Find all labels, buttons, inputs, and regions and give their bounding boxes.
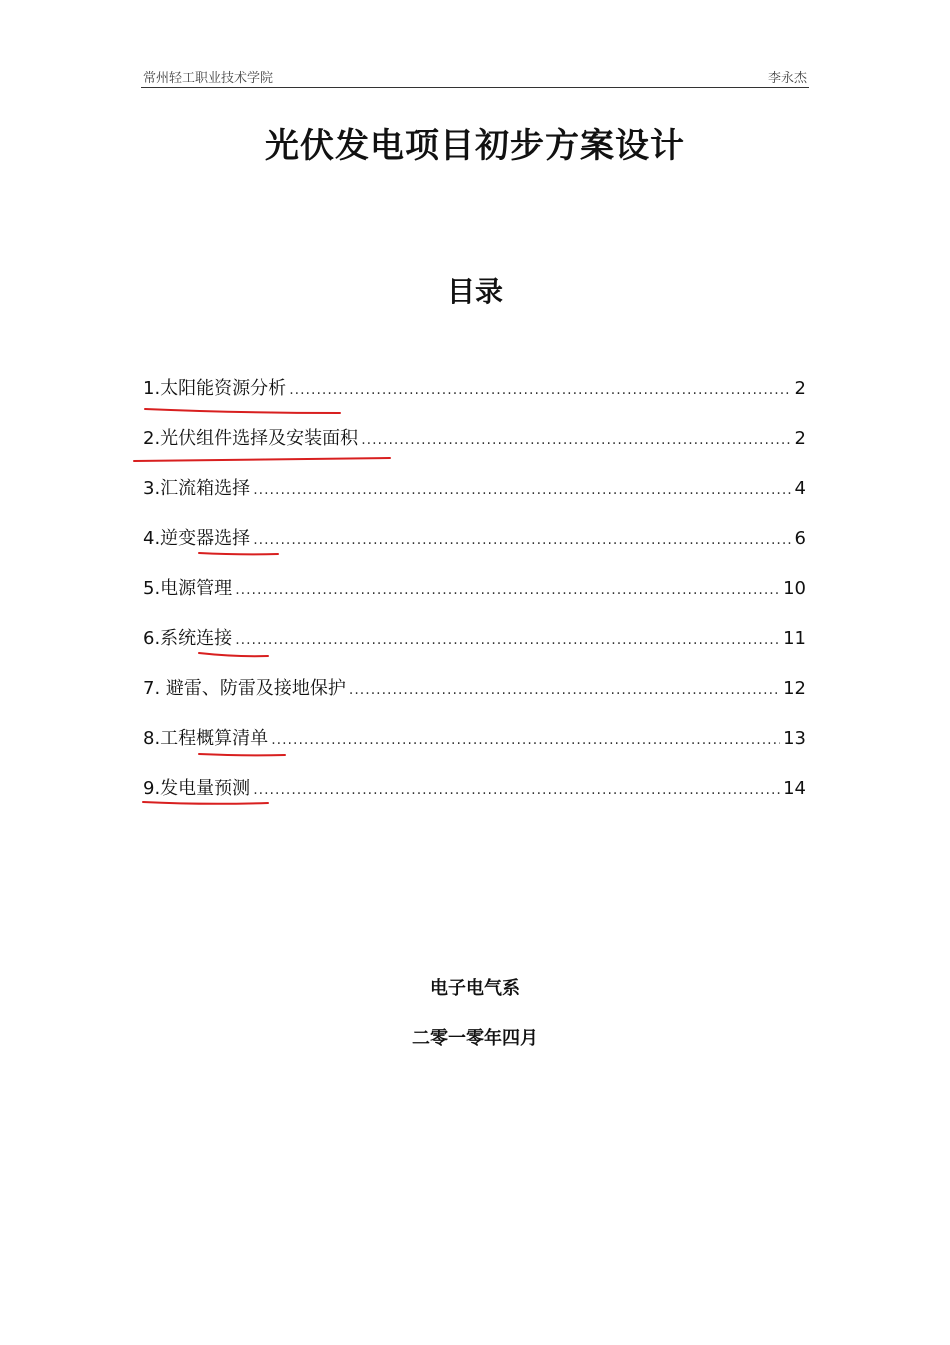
toc-entry-label: 9.发电量预测 — [143, 778, 251, 799]
toc-entry-page: 2 — [794, 378, 806, 399]
toc-entry-page: 6 — [794, 528, 806, 549]
toc-entry-page: 14 — [783, 778, 806, 799]
toc-leader-dots — [253, 482, 791, 498]
toc-leader-dots — [271, 732, 780, 748]
document-date: 二零一零年四月 — [412, 1028, 538, 1049]
table-of-contents — [143, 374, 806, 824]
toc-entry-label: 8.工程概算清单 — [143, 728, 269, 749]
toc-entry-page: 12 — [783, 678, 806, 699]
document-title: 光伏发电项目初步方案设计 — [265, 126, 685, 166]
toc-entry-label: 5.电源管理 — [143, 578, 233, 599]
toc-entry-label: 6.系统连接 — [143, 628, 233, 649]
toc-entry-page: 11 — [783, 628, 806, 649]
toc-leader-dots — [289, 382, 791, 398]
toc-entry[interactable] — [143, 374, 806, 424]
toc-entry-page: 13 — [783, 728, 806, 749]
toc-heading: 目录 — [446, 275, 503, 308]
header-rule — [141, 87, 809, 88]
toc-entry[interactable] — [143, 774, 806, 824]
toc-leader-dots — [349, 682, 780, 698]
toc-leader-dots — [235, 582, 780, 598]
toc-entry[interactable] — [143, 674, 806, 724]
toc-entry[interactable] — [143, 424, 806, 474]
department-name: 电子电气系 — [430, 978, 520, 999]
header-author: 李永杰 — [767, 71, 807, 86]
toc-leader-dots — [253, 782, 780, 798]
toc-leader-dots — [253, 532, 791, 548]
toc-entry-page: 2 — [794, 428, 806, 449]
toc-entry-label: 2.光伏组件选择及安装面积 — [143, 428, 359, 449]
toc-entry-label: 4.逆变器选择 — [143, 528, 251, 549]
toc-entry-page: 10 — [783, 578, 806, 599]
toc-entry[interactable] — [143, 724, 806, 774]
toc-entry[interactable] — [143, 474, 806, 524]
toc-entry-label: 1.太阳能资源分析 — [143, 378, 287, 399]
toc-entry[interactable] — [143, 524, 806, 574]
header-institution: 常州轻工职业技术学院 — [143, 71, 274, 86]
toc-entry-page: 4 — [794, 478, 806, 499]
toc-leader-dots — [235, 632, 780, 648]
toc-entry-label: 3.汇流箱选择 — [143, 478, 251, 499]
toc-leader-dots — [361, 432, 791, 448]
toc-entry[interactable] — [143, 624, 806, 674]
toc-entry-label: 7. 避雷、防雷及接地保护 — [143, 678, 346, 699]
toc-entry[interactable] — [143, 574, 806, 624]
